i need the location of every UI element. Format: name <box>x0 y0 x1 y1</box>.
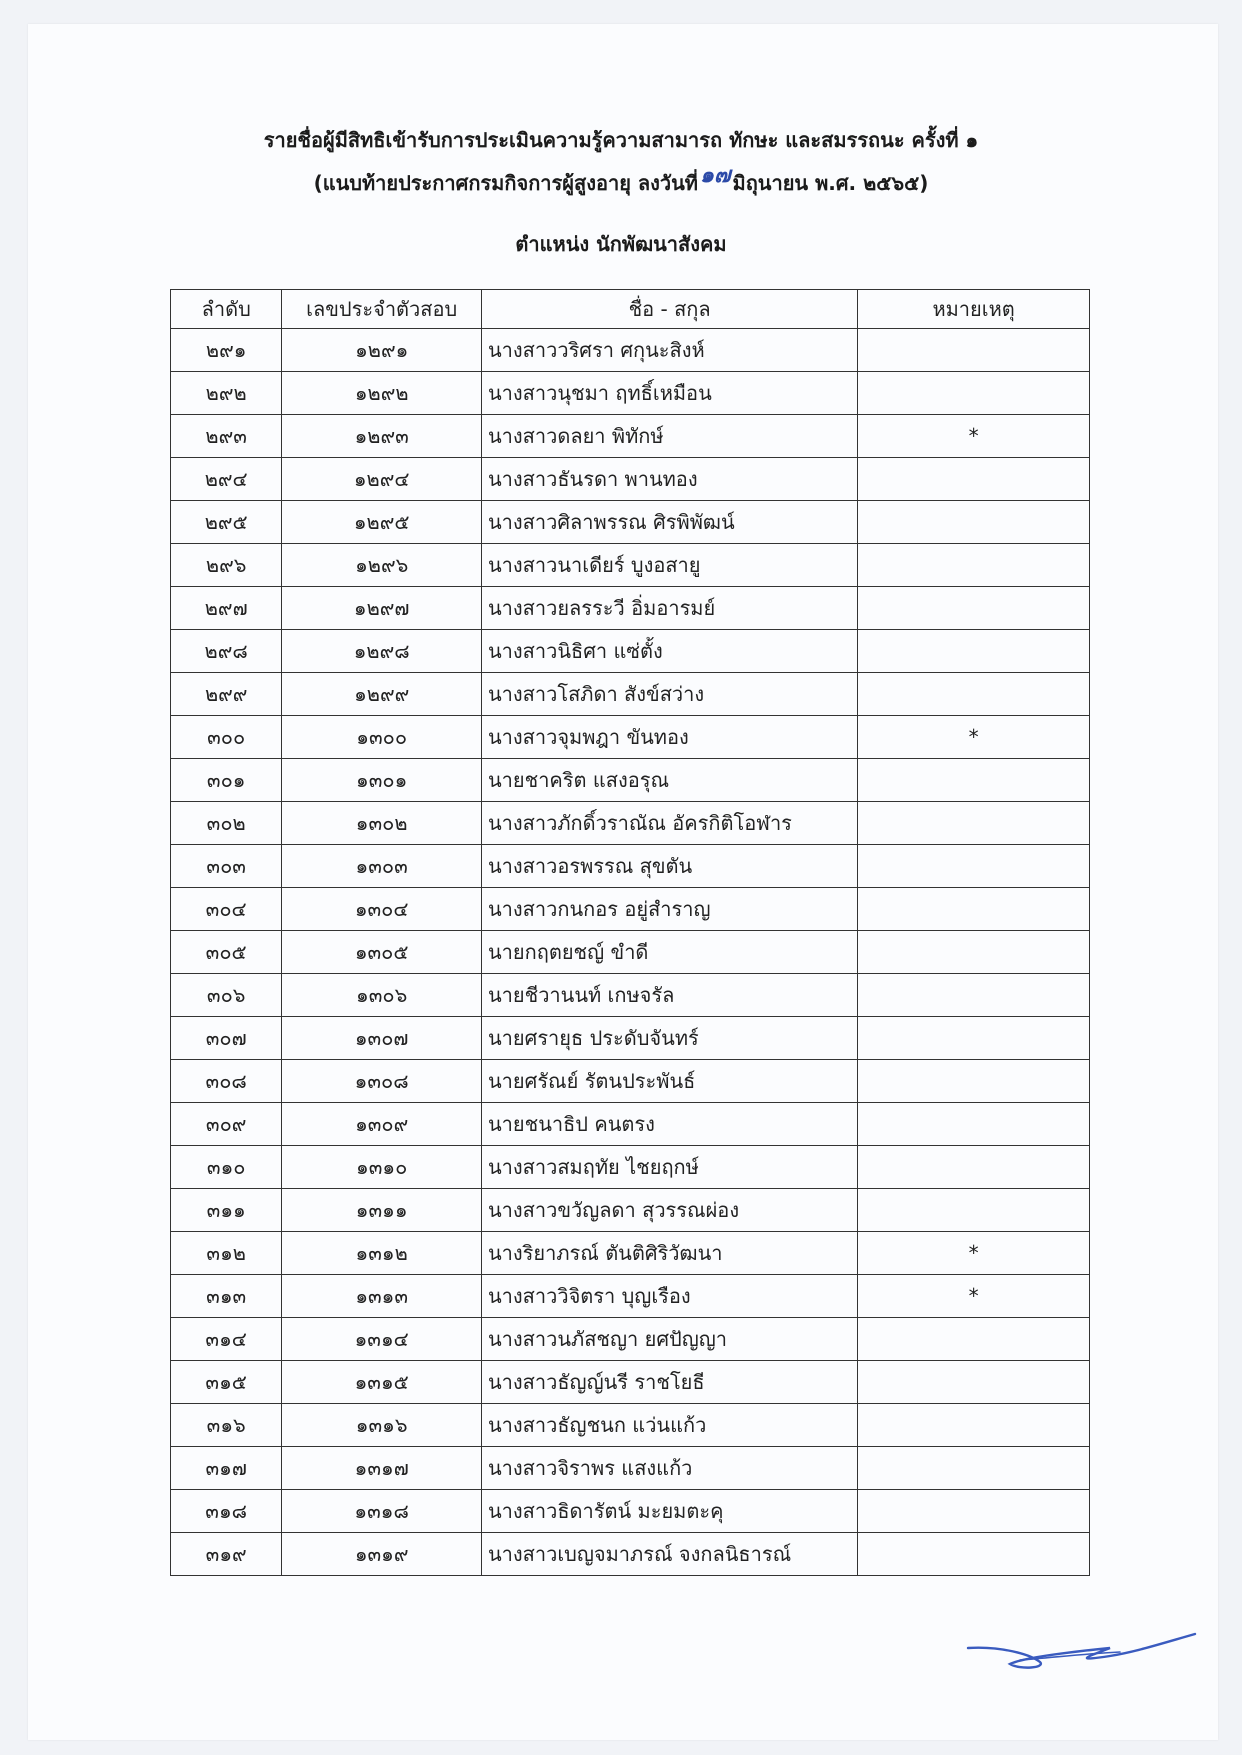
order-cell: ๓๐๗ <box>171 1017 282 1060</box>
exam-id-cell: ๑๒๙๕ <box>282 501 482 544</box>
order-cell: ๓๑๓ <box>171 1275 282 1318</box>
order-cell: ๒๙๘ <box>171 630 282 673</box>
name-cell: นางสาวสมฤทัย ไชยฤกษ์ <box>482 1146 858 1189</box>
remark-cell <box>858 888 1090 931</box>
exam-id-cell: ๑๓๑๔ <box>282 1318 482 1361</box>
table-row <box>171 587 1090 630</box>
exam-id-cell: ๑๓๑๑ <box>282 1189 482 1232</box>
name-cell: นางสาวขวัญลดา สุวรรณผ่อง <box>482 1189 858 1232</box>
table-row <box>171 1232 1090 1275</box>
exam-id-cell: ๑๒๙๙ <box>282 673 482 716</box>
table-row <box>171 544 1090 587</box>
remark-cell <box>858 1189 1090 1232</box>
exam-id-cell: ๑๓๑๗ <box>282 1447 482 1490</box>
name-cell: นางสาวยลรระวี อิ่มอารมย์ <box>482 587 858 630</box>
order-cell: ๓๐๖ <box>171 974 282 1017</box>
table-row <box>171 1060 1090 1103</box>
order-cell: ๓๑๒ <box>171 1232 282 1275</box>
name-cell: นางสาวจุมพฎา ขันทอง <box>482 716 858 759</box>
order-cell: ๓๐๒ <box>171 802 282 845</box>
table-header-row <box>171 290 1090 329</box>
exam-id-cell: ๑๓๐๘ <box>282 1060 482 1103</box>
order-cell: ๒๙๙ <box>171 673 282 716</box>
exam-id-cell: ๑๒๙๒ <box>282 372 482 415</box>
order-cell: ๓๐๘ <box>171 1060 282 1103</box>
order-cell: ๒๙๓ <box>171 415 282 458</box>
table-row <box>171 888 1090 931</box>
table-row <box>171 673 1090 716</box>
table-row <box>171 1146 1090 1189</box>
table-row <box>171 1017 1090 1060</box>
table-row <box>171 1404 1090 1447</box>
remark-cell: * <box>858 1232 1090 1275</box>
table-row <box>171 974 1090 1017</box>
table-row <box>171 759 1090 802</box>
exam-id-cell: ๑๓๐๗ <box>282 1017 482 1060</box>
table-row <box>171 1189 1090 1232</box>
exam-id-cell: ๑๒๙๖ <box>282 544 482 587</box>
remark-cell <box>858 974 1090 1017</box>
name-cell: นางสาวนิธิศา แซ่ตั้ง <box>482 630 858 673</box>
name-cell: นายชีวานนท์ เกษจรัล <box>482 974 858 1017</box>
column-header-remark: หมายเหตุ <box>858 290 1090 329</box>
order-cell: ๓๐๑ <box>171 759 282 802</box>
exam-id-cell: ๑๓๐๔ <box>282 888 482 931</box>
exam-id-cell: ๑๒๙๓ <box>282 415 482 458</box>
remark-cell <box>858 587 1090 630</box>
order-cell: ๒๙๑ <box>171 329 282 372</box>
remark-cell <box>858 673 1090 716</box>
remark-cell <box>858 1447 1090 1490</box>
name-cell: นางสาววริศรา ศกุนะสิงห์ <box>482 329 858 372</box>
remark-cell <box>858 759 1090 802</box>
exam-id-cell: ๑๓๑๖ <box>282 1404 482 1447</box>
exam-id-cell: ๑๒๙๘ <box>282 630 482 673</box>
remark-cell <box>858 544 1090 587</box>
table-row <box>171 716 1090 759</box>
name-cell: นางสาวเบญจมาภรณ์ จงกลนิธารณ์ <box>482 1533 858 1576</box>
exam-id-cell: ๑๓๑๘ <box>282 1490 482 1533</box>
exam-id-cell: ๑๓๐๑ <box>282 759 482 802</box>
order-cell: ๓๑๐ <box>171 1146 282 1189</box>
exam-id-cell: ๑๓๑๙ <box>282 1533 482 1576</box>
name-cell: นางสาวธัญชนก แว่นแก้ว <box>482 1404 858 1447</box>
order-cell: ๓๑๑ <box>171 1189 282 1232</box>
order-cell: ๓๑๙ <box>171 1533 282 1576</box>
name-cell: นายชนาธิป คนตรง <box>482 1103 858 1146</box>
table-row <box>171 630 1090 673</box>
name-cell: นางสาวธิดารัตน์ มะยมตะคุ <box>482 1490 858 1533</box>
table-row <box>171 329 1090 372</box>
title-line2-prefix: (แนบท้ายประกาศกรมกิจการผู้สูงอายุ ลงวันที่ <box>313 171 698 195</box>
table-row <box>171 1361 1090 1404</box>
remark-cell <box>858 329 1090 372</box>
table-row <box>171 1533 1090 1576</box>
candidate-table <box>170 289 1090 1576</box>
order-cell: ๒๙๗ <box>171 587 282 630</box>
remark-cell <box>858 1318 1090 1361</box>
table-row <box>171 1447 1090 1490</box>
remark-cell <box>858 1404 1090 1447</box>
name-cell: นางสาวนภัสชญา ยศปัญญา <box>482 1318 858 1361</box>
remark-cell <box>858 802 1090 845</box>
remark-cell <box>858 458 1090 501</box>
name-cell: นายศรัณย์ รัตนประพันธ์ <box>482 1060 858 1103</box>
exam-id-cell: ๑๓๐๓ <box>282 845 482 888</box>
exam-id-cell: ๑๓๐๙ <box>282 1103 482 1146</box>
exam-id-cell: ๑๒๙๑ <box>282 329 482 372</box>
column-header-exam-id: เลขประจำตัวสอบ <box>282 290 482 329</box>
order-cell: ๓๐๓ <box>171 845 282 888</box>
exam-id-cell: ๑๒๙๔ <box>282 458 482 501</box>
name-cell: นางสาวกนกอร อยู่สำราญ <box>482 888 858 931</box>
remark-cell <box>858 1146 1090 1189</box>
remark-cell <box>858 1361 1090 1404</box>
exam-id-cell: ๑๓๐๕ <box>282 931 482 974</box>
remark-cell <box>858 931 1090 974</box>
name-cell: นายศรายุธ ประดับจันทร์ <box>482 1017 858 1060</box>
remark-cell <box>858 501 1090 544</box>
remark-cell: * <box>858 1275 1090 1318</box>
table-row <box>171 1490 1090 1533</box>
remark-cell: * <box>858 415 1090 458</box>
exam-id-cell: ๑๓๑๓ <box>282 1275 482 1318</box>
table-row <box>171 458 1090 501</box>
remark-cell <box>858 372 1090 415</box>
position-heading: ตำแหน่ง นักพัฒนาสังคม <box>515 232 727 256</box>
name-cell: นางสาวนุชมา ฤทธิ์เหมือน <box>482 372 858 415</box>
table-row <box>171 372 1090 415</box>
table-row <box>171 845 1090 888</box>
column-header-name: ชื่อ - สกุล <box>482 290 858 329</box>
name-cell: นางสาวธัญญ์นรี ราชโยธี <box>482 1361 858 1404</box>
order-cell: ๓๐๕ <box>171 931 282 974</box>
table-row <box>171 1103 1090 1146</box>
name-cell: นายชาคริต แสงอรุณ <box>482 759 858 802</box>
order-cell: ๒๙๒ <box>171 372 282 415</box>
remark-cell <box>858 1103 1090 1146</box>
table-row <box>171 415 1090 458</box>
table-row <box>171 1275 1090 1318</box>
title-line2-suffix: มิถุนายน พ.ศ. ๒๕๖๕) <box>732 171 929 195</box>
document-title-line1: รายชื่อผู้มีสิทธิเข้ารับการประเมินความรู้ความสามารถ ทักษะ และสมรรถนะ ครั้งที่ ๑ <box>263 128 979 152</box>
table-row <box>171 501 1090 544</box>
table-row <box>171 931 1090 974</box>
name-cell: นางสาววิจิตรา บุญเรือง <box>482 1275 858 1318</box>
order-cell: ๓๑๖ <box>171 1404 282 1447</box>
name-cell: นางสาวภักดิ์วราณัณ อัครกิติโอฬาร <box>482 802 858 845</box>
remark-cell <box>858 1490 1090 1533</box>
order-cell: ๓๐๐ <box>171 716 282 759</box>
name-cell: นางริยาภรณ์ ตันติศิริวัฒนา <box>482 1232 858 1275</box>
order-cell: ๒๙๕ <box>171 501 282 544</box>
signature-mark <box>960 1618 1200 1678</box>
order-cell: ๒๙๖ <box>171 544 282 587</box>
exam-id-cell: ๑๓๑๒ <box>282 1232 482 1275</box>
remark-cell <box>858 1533 1090 1576</box>
exam-id-cell: ๑๓๐๐ <box>282 716 482 759</box>
remark-cell <box>858 630 1090 673</box>
name-cell: นางสาวศิลาพรรณ ศิรพิพัฒน์ <box>482 501 858 544</box>
order-cell: ๓๑๕ <box>171 1361 282 1404</box>
table-row <box>171 1318 1090 1361</box>
name-cell: นายกฤตยชญ์ ขำดี <box>482 931 858 974</box>
name-cell: นางสาวดลยา พิทักษ์ <box>482 415 858 458</box>
handwritten-day: ๑๗ <box>700 163 731 188</box>
order-cell: ๓๐๙ <box>171 1103 282 1146</box>
exam-id-cell: ๑๓๐๒ <box>282 802 482 845</box>
exam-id-cell: ๑๒๙๗ <box>282 587 482 630</box>
remark-cell <box>858 1017 1090 1060</box>
name-cell: นางสาวนาเดียร์ บูงอสายู <box>482 544 858 587</box>
exam-id-cell: ๑๓๑๐ <box>282 1146 482 1189</box>
remark-cell <box>858 845 1090 888</box>
order-cell: ๓๑๘ <box>171 1490 282 1533</box>
remark-cell <box>858 1060 1090 1103</box>
table-row <box>171 802 1090 845</box>
name-cell: นางสาวธันรดา พานทอง <box>482 458 858 501</box>
order-cell: ๓๑๔ <box>171 1318 282 1361</box>
name-cell: นางสาวโสภิดา สังข์สว่าง <box>482 673 858 716</box>
column-header-order: ลำดับ <box>171 290 282 329</box>
document-title-line2 <box>0 165 1242 200</box>
order-cell: ๓๑๗ <box>171 1447 282 1490</box>
name-cell: นางสาวอรพรรณ สุขตัน <box>482 845 858 888</box>
exam-id-cell: ๑๓๑๕ <box>282 1361 482 1404</box>
order-cell: ๒๙๔ <box>171 458 282 501</box>
exam-id-cell: ๑๓๐๖ <box>282 974 482 1017</box>
name-cell: นางสาวจิราพร แสงแก้ว <box>482 1447 858 1490</box>
remark-cell: * <box>858 716 1090 759</box>
order-cell: ๓๐๔ <box>171 888 282 931</box>
